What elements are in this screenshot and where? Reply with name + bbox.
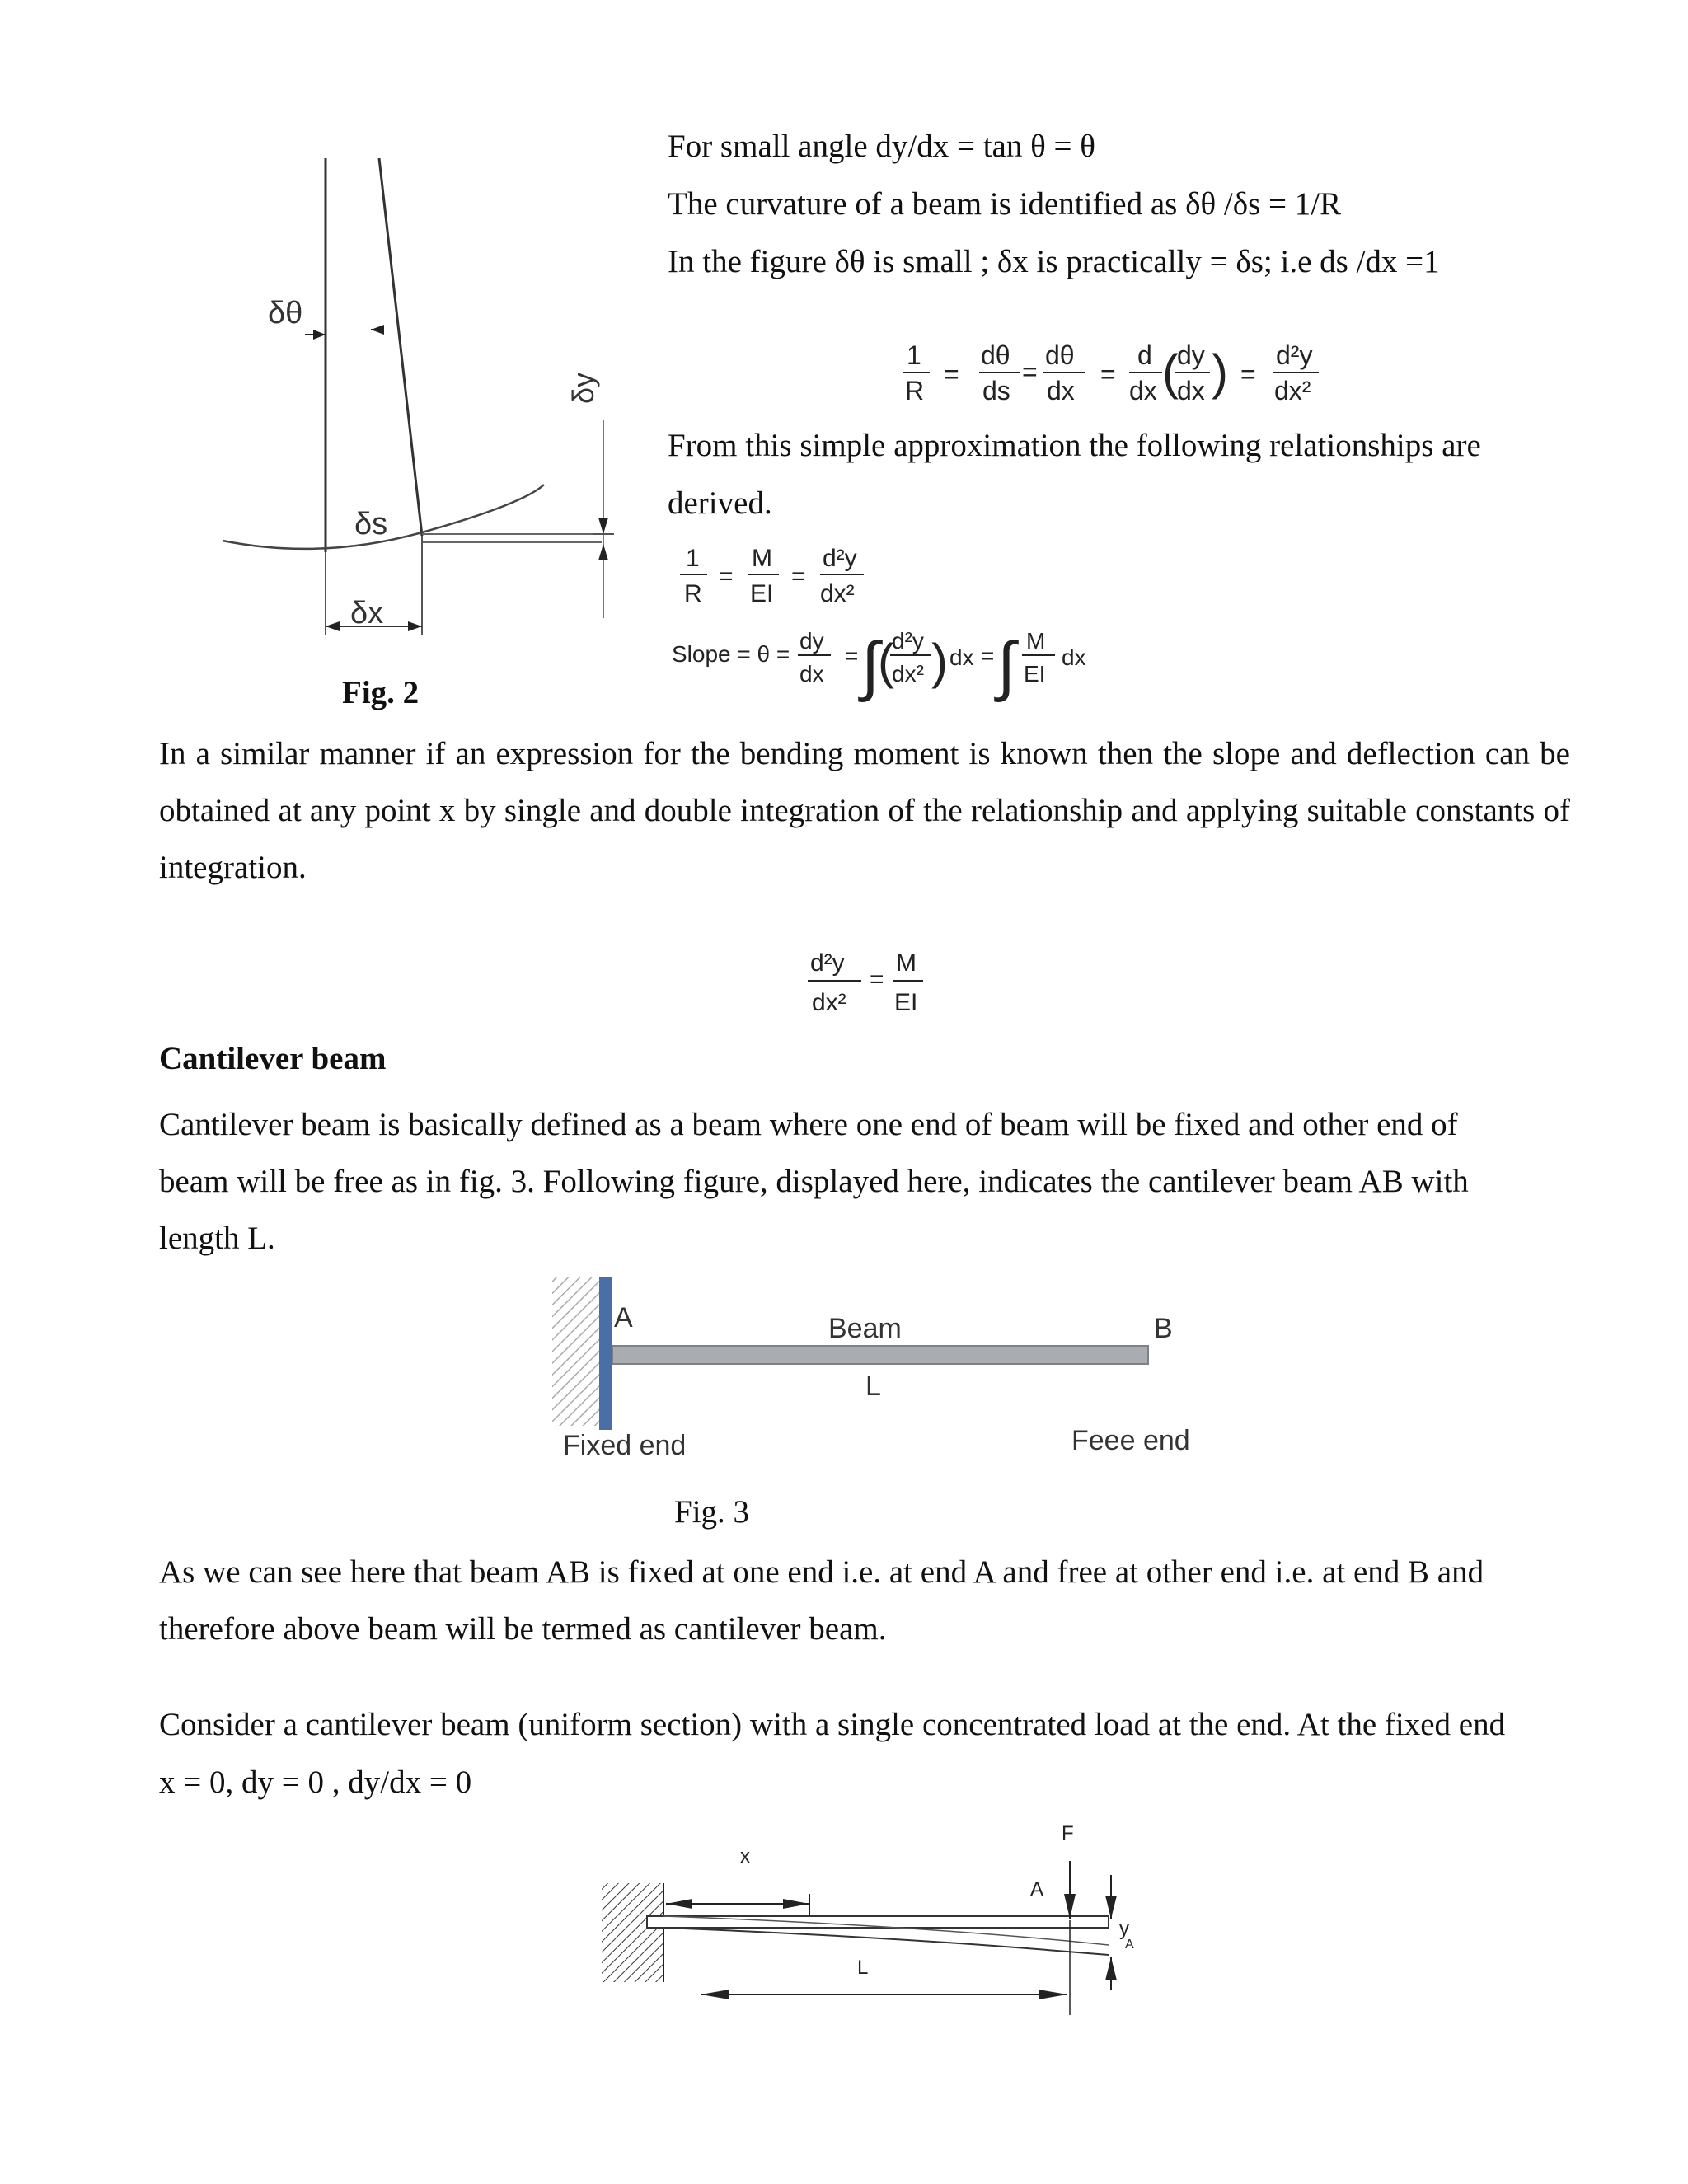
svg-text:d²y: d²y <box>810 949 845 977</box>
svg-text:(: ( <box>878 634 894 689</box>
eq1-dx: dx <box>1047 376 1075 405</box>
fig4-loaded-cantilever <box>593 1813 1154 2019</box>
fig4-label-x: x <box>740 1845 750 1868</box>
svg-text:dx: dx <box>950 644 974 670</box>
fig4-label-A: A <box>1030 1878 1044 1900</box>
equation-curvature <box>898 338 1343 412</box>
svg-text:=: = <box>981 643 995 668</box>
paragraph-integration: In a similar manner if an expression for the bending moment is known then the slope and deflection can be obtained at any point x by single and double integration of the relationship and applying suitable constants of integration. <box>159 736 1570 885</box>
svg-text:=: = <box>791 563 806 590</box>
eq1-d2y: d²y <box>1276 340 1313 370</box>
fig2-label-dtheta: δθ <box>268 296 303 330</box>
fig4-label-F: F <box>1062 1822 1074 1844</box>
svg-text:): ) <box>1212 344 1228 400</box>
eq1-dx2: dx² <box>1274 376 1311 405</box>
equation-moment <box>676 540 890 614</box>
svg-text:EI: EI <box>750 580 774 607</box>
equation-d2y-dx2 <box>804 940 935 1022</box>
svg-text:dx²: dx² <box>820 580 855 607</box>
eq1-ds: ds <box>982 376 1010 405</box>
fig3-label-B: B <box>1154 1313 1173 1344</box>
paragraph-load-line1: Consider a cantilever beam (uniform section) with a single concentrated load at the end. At the fixed end <box>159 1707 1506 1742</box>
fig2-label-ds: δs <box>354 507 388 541</box>
fig3-label-free-end: Feee end <box>1071 1425 1190 1456</box>
text-figure-note: In the figure δθ is small ; δx is practically = δs; i.e ds /dx =1 <box>668 244 1440 279</box>
fig3-wall <box>599 1277 612 1430</box>
svg-text:=: = <box>944 359 959 389</box>
svg-text:d²y: d²y <box>823 545 857 572</box>
fig2-caption: Fig. 2 <box>342 675 420 710</box>
svg-text:=: = <box>1240 359 1256 389</box>
svg-text:M: M <box>752 545 772 572</box>
fig3-beam <box>612 1346 1148 1364</box>
paragraph-load-line2: x = 0, dy = 0 , dy/dx = 0 <box>159 1765 472 1800</box>
eq1-one: 1 <box>907 340 921 370</box>
fig3-caption: Fig. 3 <box>674 1494 750 1530</box>
svg-text:dx²: dx² <box>892 661 924 687</box>
paragraph-cantilever-explanation: As we can see here that beam AB is fixed at one end i.e. at end A and free at other end i.e. at end B and therefore above beam will be termed as cantilever beam. <box>159 1554 1484 1647</box>
text-small-angle: For small angle dy/dx = tan θ = θ <box>668 129 1095 164</box>
svg-text:EI: EI <box>1024 661 1046 687</box>
fig3-label-fixed-end: Fixed end <box>563 1430 687 1461</box>
fig4-label-yA-sub: A <box>1125 1938 1134 1952</box>
svg-text:EI: EI <box>894 989 918 1016</box>
fig4-label-yA: y <box>1119 1918 1129 1940</box>
eq1-dtheta2: dθ <box>1045 340 1075 370</box>
fig2-diagram <box>206 140 635 668</box>
paragraph-cantilever-definition: Cantilever beam is basically defined as a beam where one end of beam will be fixed and other end of beam will be free as in fig. 3. Following figure, displayed here, indicates the cantilever beam AB with length L. <box>159 1107 1469 1256</box>
svg-text:=: = <box>870 966 884 993</box>
fig2-label-dy: δy <box>566 372 600 404</box>
fig4-label-L: L <box>857 1957 869 1979</box>
text-approximation: From this simple approximation the following relationships are <box>668 428 1481 463</box>
svg-text:d²y: d²y <box>892 628 924 654</box>
svg-text:dy: dy <box>799 628 824 654</box>
eq1-dx-den: dx <box>1129 376 1157 405</box>
svg-text:dx²: dx² <box>812 989 846 1016</box>
svg-text:(: ( <box>1162 344 1179 400</box>
eq1-dtheta: dθ <box>981 340 1010 370</box>
svg-text:dx: dx <box>1062 644 1086 670</box>
text-derived: derived. <box>668 485 772 521</box>
svg-text:1: 1 <box>686 545 700 572</box>
svg-text:=: = <box>1022 357 1038 387</box>
svg-text:=: = <box>1100 359 1116 389</box>
svg-text:R: R <box>684 580 702 607</box>
svg-text:dx: dx <box>799 661 824 687</box>
equation-slope <box>668 622 1113 713</box>
fig3-label-A: A <box>614 1302 633 1333</box>
eq1-d: d <box>1137 340 1152 370</box>
svg-text:∫: ∫ <box>861 629 879 702</box>
svg-text:M: M <box>1026 628 1046 654</box>
text-curvature: The curvature of a beam is identified as δθ /δs = 1/R <box>668 186 1342 222</box>
fig3-cantilever-diagram <box>548 1273 1199 1471</box>
svg-text:Slope = θ =: Slope = θ = <box>672 641 790 667</box>
fig2-label-dx: δx <box>350 596 384 630</box>
eq1-R: R <box>905 376 925 405</box>
heading-cantilever: Cantilever beam <box>159 1041 387 1076</box>
svg-text:): ) <box>931 634 948 689</box>
svg-text:M: M <box>896 949 917 977</box>
svg-text:=: = <box>845 643 859 668</box>
eq1-dx-inner: dx <box>1177 376 1205 405</box>
fig3-label-L: L <box>865 1371 881 1402</box>
svg-text:=: = <box>719 563 734 590</box>
fig3-label-beam: Beam <box>828 1313 902 1344</box>
svg-text:∫: ∫ <box>997 629 1015 702</box>
eq1-dy: dy <box>1177 340 1205 370</box>
